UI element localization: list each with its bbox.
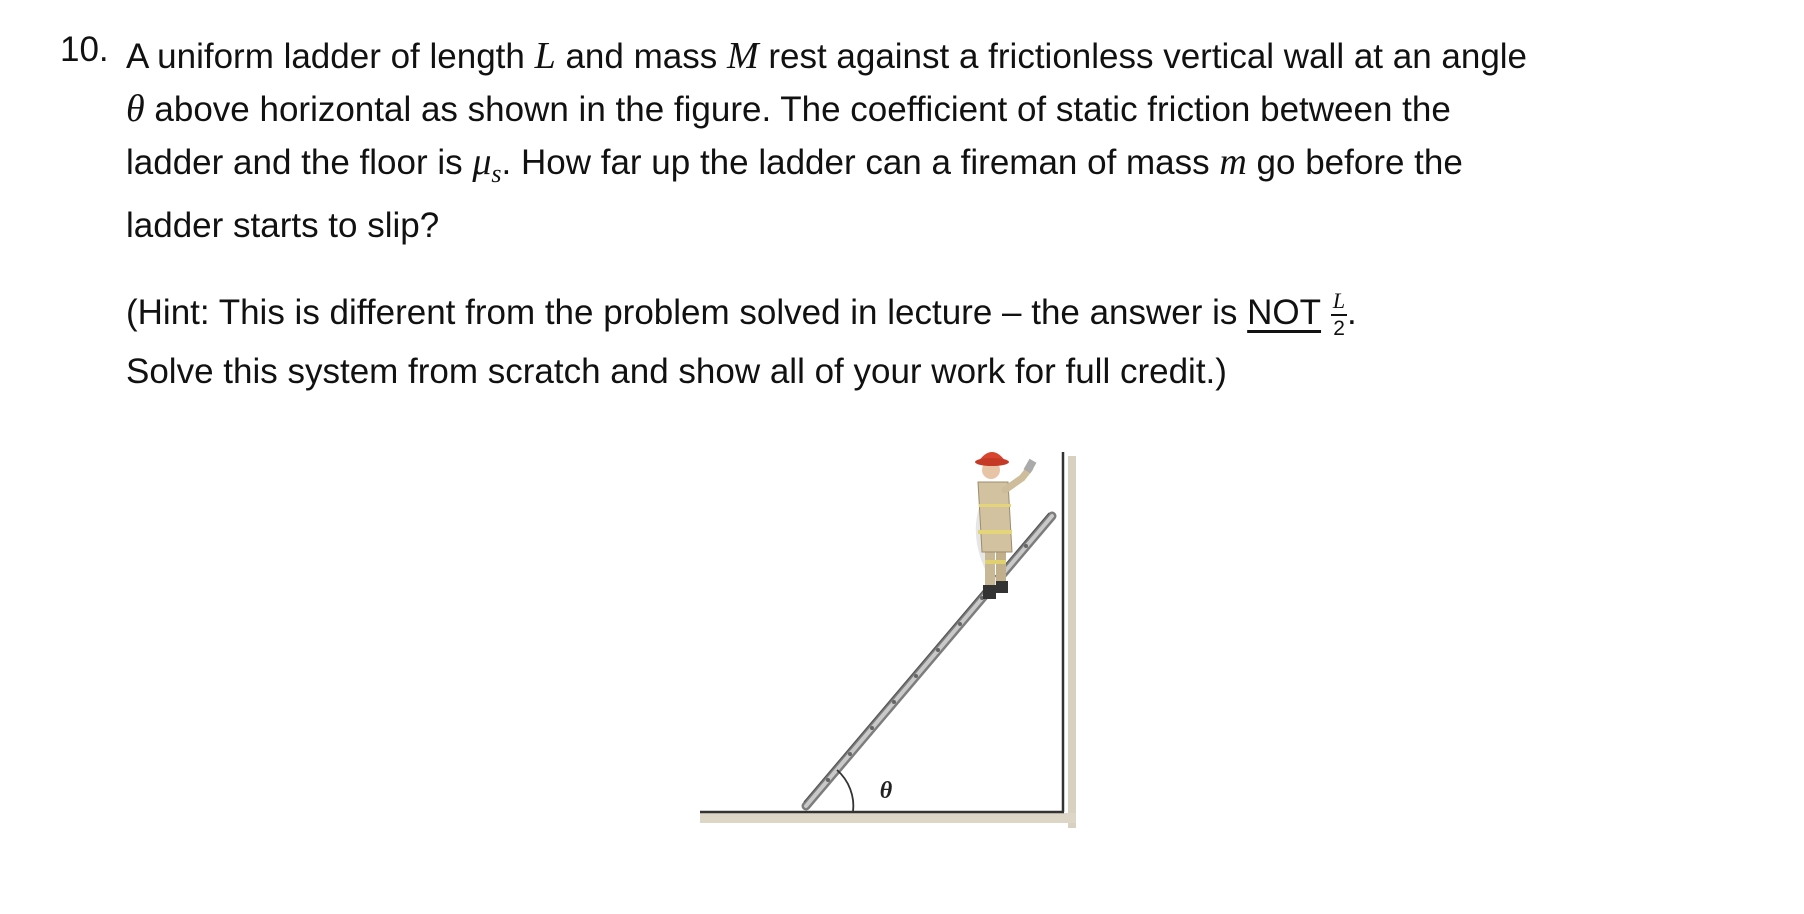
text-span: . xyxy=(1347,292,1357,332)
var-mass-fireman: m xyxy=(1219,141,1247,183)
var-theta: θ xyxy=(126,88,145,130)
angle-arc xyxy=(837,770,853,812)
angle-label: θ xyxy=(879,778,893,804)
text-span: . How far up the ladder can a fireman of mass xyxy=(501,143,1220,182)
problem-line-1 xyxy=(126,30,1766,83)
text-span: and mass xyxy=(555,37,727,76)
text-span: go before the xyxy=(1246,143,1463,182)
var-mass-ladder: M xyxy=(726,35,759,77)
question-number: 10. xyxy=(60,30,109,69)
problem-line-4: ladder starts to slip? xyxy=(126,206,440,245)
fraction-numerator: L xyxy=(1332,288,1346,313)
not-emphasis: NOT xyxy=(1247,292,1322,332)
ladder xyxy=(804,513,1052,806)
text-span: A uniform ladder of length xyxy=(126,37,535,76)
text-span: (Hint: This is different from the problem solved in lecture – the answer is xyxy=(126,292,1248,332)
text-span: above horizontal as shown in the figure. The coefficient of static friction between the xyxy=(144,90,1451,129)
floor-shadow xyxy=(700,813,1076,823)
hint-line-1 xyxy=(126,290,1766,352)
var-length: L xyxy=(534,35,556,77)
fraction-bar xyxy=(1331,314,1347,316)
ladder-figure xyxy=(700,440,1100,860)
hint-line-2: Solve this system from scratch and show all of your work for full credit.) xyxy=(126,352,1227,391)
var-mu: μ xyxy=(472,141,492,183)
problem-line-2 xyxy=(126,83,1766,136)
fraction-denominator: 2 xyxy=(1333,317,1345,340)
fireman-figure xyxy=(975,452,1036,599)
problem-statement xyxy=(126,30,1766,252)
text-span: ladder and the floor is xyxy=(126,143,473,182)
hint-block xyxy=(126,290,1766,414)
var-mu-subscript: s xyxy=(491,159,502,188)
wall-shadow xyxy=(1068,456,1076,828)
text-span: rest against a frictionless vertical wall at an angle xyxy=(758,37,1528,76)
problem-line-3 xyxy=(126,136,1766,200)
fraction-L-over-2 xyxy=(1331,290,1347,339)
